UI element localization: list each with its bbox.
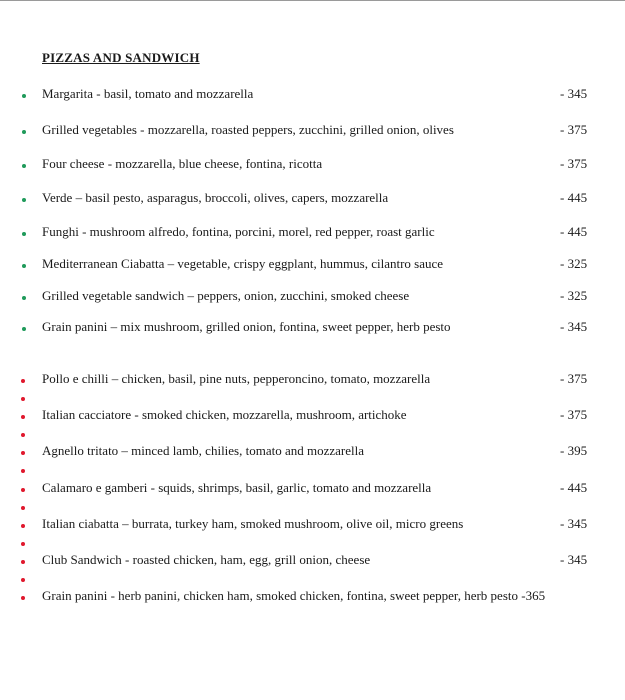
menu-item-grain-panini-mushroom: Grain panini – mix mushroom, grilled onion, fontina, sweet pepper, herb pesto xyxy=(42,319,451,334)
menu-item-price: - 375 xyxy=(560,371,588,386)
green-bullet-icon xyxy=(22,164,26,168)
green-bullet-icon xyxy=(22,327,26,331)
menu-item-grilled-vegetable-sandwich: Grilled vegetable sandwich – peppers, onion, zucchini, smoked cheese xyxy=(42,288,410,303)
green-bullet-icon xyxy=(22,232,26,236)
red-bullet-icon xyxy=(21,560,25,564)
red-bullet-icon xyxy=(21,379,25,383)
red-bullet-icon xyxy=(21,469,25,473)
red-bullet-icon xyxy=(21,542,25,546)
menu-item-price: - 445 xyxy=(560,480,588,495)
green-bullet-icon xyxy=(22,130,26,134)
menu-item-calamaro-e-gamberi: Calamaro e gamberi - squids, shrimps, basil, garlic, tomato and mozzarella xyxy=(42,480,432,495)
menu-item-price: - 395 xyxy=(560,443,588,458)
section-heading: PIZZAS AND SANDWICH xyxy=(42,50,200,65)
menu-item-price: - 445 xyxy=(560,190,588,205)
green-bullet-icon xyxy=(22,94,26,98)
red-bullet-icon xyxy=(21,451,25,455)
menu-item-four-cheese: Four cheese - mozzarella, blue cheese, fontina, ricotta xyxy=(42,156,323,171)
menu-item-price: - 325 xyxy=(560,256,588,271)
menu-item-price: - 375 xyxy=(560,122,588,137)
red-bullet-icon xyxy=(21,578,25,582)
green-bullet-icon xyxy=(22,264,26,268)
menu-item-mediterranean-ciabatta: Mediterranean Ciabatta – vegetable, crispy eggplant, hummus, cilantro sauce xyxy=(42,256,444,271)
menu-item-grain-panini-herb: Grain panini - herb panini, chicken ham, smoked chicken, fontina, sweet pepper, herb pesto -365 xyxy=(42,588,546,603)
top-divider xyxy=(0,0,625,1)
menu-item-price: - 345 xyxy=(560,319,588,334)
menu-item-price: - 345 xyxy=(560,516,588,531)
green-bullet-icon xyxy=(22,296,26,300)
menu-item-price: - 445 xyxy=(560,224,588,239)
red-bullet-icon xyxy=(21,524,25,528)
menu-item-agnello-tritato: Agnello tritato – minced lamb, chilies, tomato and mozzarella xyxy=(42,443,365,458)
menu-item-italian-cacciatore: Italian cacciatore - smoked chicken, mozzarella, mushroom, artichoke xyxy=(42,407,407,422)
red-bullet-icon xyxy=(21,415,25,419)
menu-item-price: - 325 xyxy=(560,288,588,303)
red-bullet-icon xyxy=(21,433,25,437)
menu-item-grilled-vegetables: Grilled vegetables - mozzarella, roasted peppers, zucchini, grilled onion, olives xyxy=(42,122,454,137)
menu-item-pollo-e-chilli: Pollo e chilli – chicken, basil, pine nuts, pepperoncino, tomato, mozzarella xyxy=(42,371,431,386)
menu-item-price: - 375 xyxy=(560,407,588,422)
menu-item-margarita: Margarita - basil, tomato and mozzarella xyxy=(42,86,254,101)
menu-item-price: - 345 xyxy=(560,86,588,101)
menu-item-price: - 375 xyxy=(560,156,588,171)
menu-item-italian-ciabatta: Italian ciabatta – burrata, turkey ham, smoked mushroom, olive oil, micro greens xyxy=(42,516,464,531)
menu-item-verde: Verde – basil pesto, asparagus, broccoli, olives, capers, mozzarella xyxy=(42,190,389,205)
red-bullet-icon xyxy=(21,506,25,510)
menu-item-club-sandwich: Club Sandwich - roasted chicken, ham, egg, grill onion, cheese xyxy=(42,552,371,567)
menu-item-funghi: Funghi - mushroom alfredo, fontina, porcini, morel, red pepper, roast garlic xyxy=(42,224,435,239)
menu-item-price: - 345 xyxy=(560,552,588,567)
red-bullet-icon xyxy=(21,488,25,492)
red-bullet-icon xyxy=(21,596,25,600)
red-bullet-icon xyxy=(21,397,25,401)
green-bullet-icon xyxy=(22,198,26,202)
